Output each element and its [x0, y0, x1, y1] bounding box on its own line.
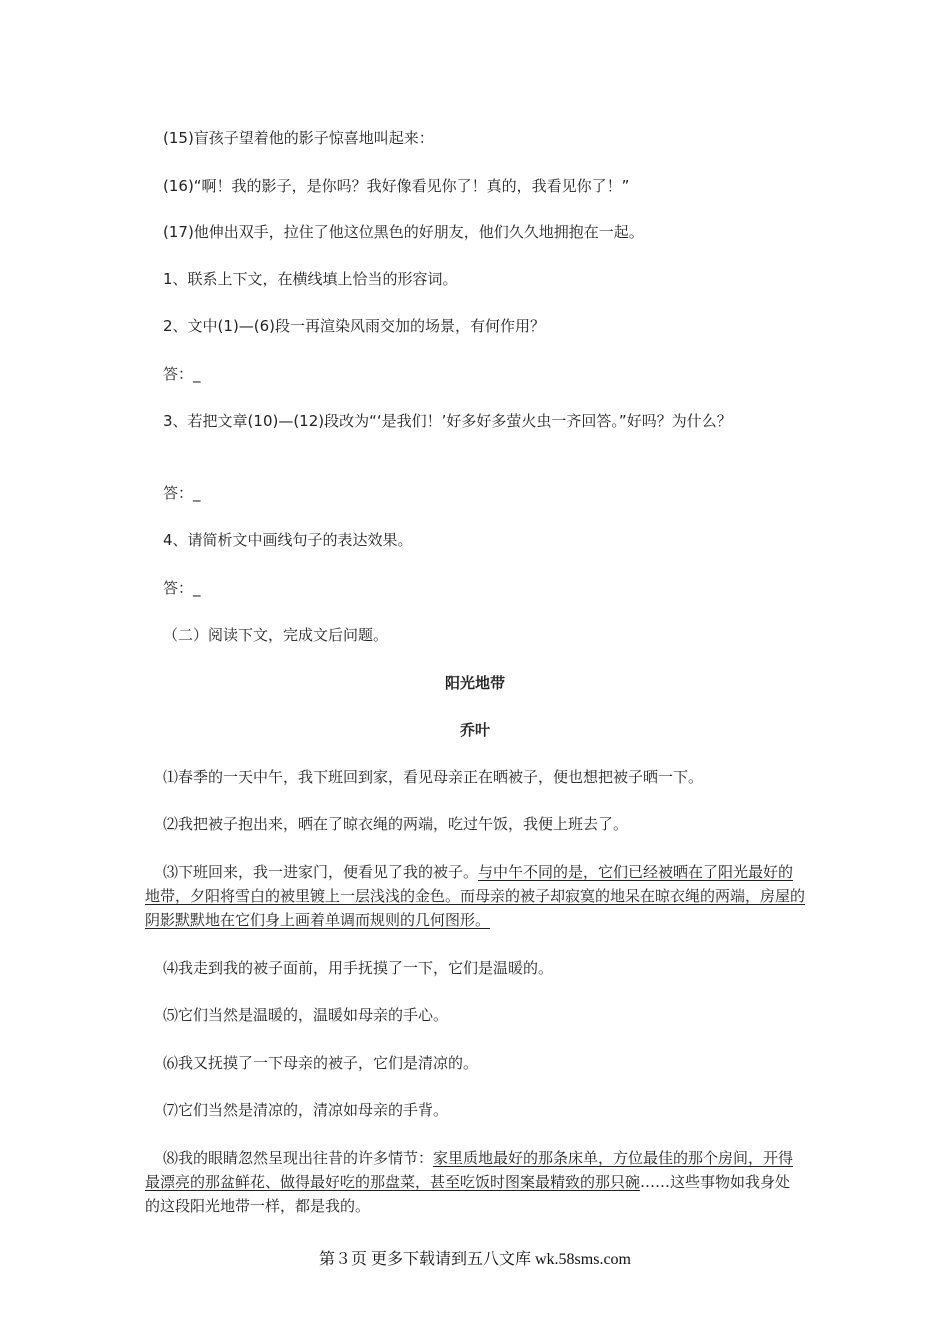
paragraph-8-text: ⑻我的眼睛忽然呈现出往昔的许多情节：: [163, 1149, 434, 1167]
story-paragraph-16: (16)“啊！我的影子，是你吗？我好像看见你了！真的，我看见你了！”: [163, 177, 630, 195]
article-paragraph-8: [145, 1146, 805, 1218]
article-paragraph-6: ⑹我又抚摸了一下母亲的被子，它们是清凉的。: [163, 1054, 479, 1072]
answer-line-3: 答：_: [163, 484, 201, 502]
article-paragraph-7: ⑺它们当然是清凉的，清凉如母亲的手背。: [163, 1101, 449, 1119]
article-paragraph-3: [145, 860, 805, 932]
paragraph-3-text: ⑶下班回来，我一进家门，便看见了我的被子。: [163, 863, 479, 881]
article-title: 阳光地带: [444, 674, 505, 692]
paragraph-3-underlined-sentence: 与中午不同的是，它们已经被晒在了阳光最好的地带，夕阳将雪白的被里镀上一层浅浅的金色。而母亲的被子却寂寞的地呆在晾衣绳的两端，房屋的阴影默默地在它们身上画着单调而规则的几何图形。: [145, 863, 806, 929]
story-paragraph-15: (15)盲孩子望着他的影子惊喜地叫起来：: [163, 129, 434, 147]
answer-line-2: 答：_: [163, 365, 201, 383]
paragraph-8-rest: ……这些事物如我身处的这段阳光地带一样，都是我的。: [145, 1173, 791, 1215]
paragraph-8-underlined-sentence: 家里质地最好的那条床单，方位最佳的那个房间，开得最漂亮的那盆鲜花、做得最好吃的那盘菜，甚至吃饭时图案最精致的那只碗: [145, 1149, 794, 1191]
question-3: 3、若把文章(10)—(12)段改为“‘是我们！’好多好多萤火虫一齐回答。”好吗？为什么？: [163, 412, 732, 430]
article-author: 乔叶: [459, 721, 490, 739]
question-4: 4、请简析文中画线句子的表达效果。: [163, 531, 413, 549]
article-paragraph-2: ⑵我把被子抱出来，晒在了晾衣绳的两端，吃过午饭，我便上班去了。: [163, 815, 629, 833]
article-paragraph-1: ⑴春季的一天中午，我下班回到家，看见母亲正在晒被子，便也想把被子晒一下。: [163, 768, 704, 786]
section-2-intro: （二）阅读下文，完成文后问题。: [163, 626, 389, 644]
answer-line-4: 答：_: [163, 579, 201, 597]
question-1: 1、联系上下文，在横线填上恰当的形容词。: [163, 270, 458, 288]
article-paragraph-4: ⑷我走到我的被子面前，用手抚摸了一下，它们是温暖的。: [163, 959, 554, 977]
article-paragraph-5: ⑸它们当然是温暖的，温暖如母亲的手心。: [163, 1006, 449, 1024]
page-footer: 第３页 更多下载请到五八文库 wk.58sms.com: [318, 1251, 631, 1268]
question-2: 2、文中(1)—(6)段一再渲染风雨交加的场景，有何作用？: [163, 317, 546, 335]
story-paragraph-17: (17)他伸出双手，拉住了他这位黑色的好朋友，他们久久地拥抱在一起。: [163, 223, 644, 241]
